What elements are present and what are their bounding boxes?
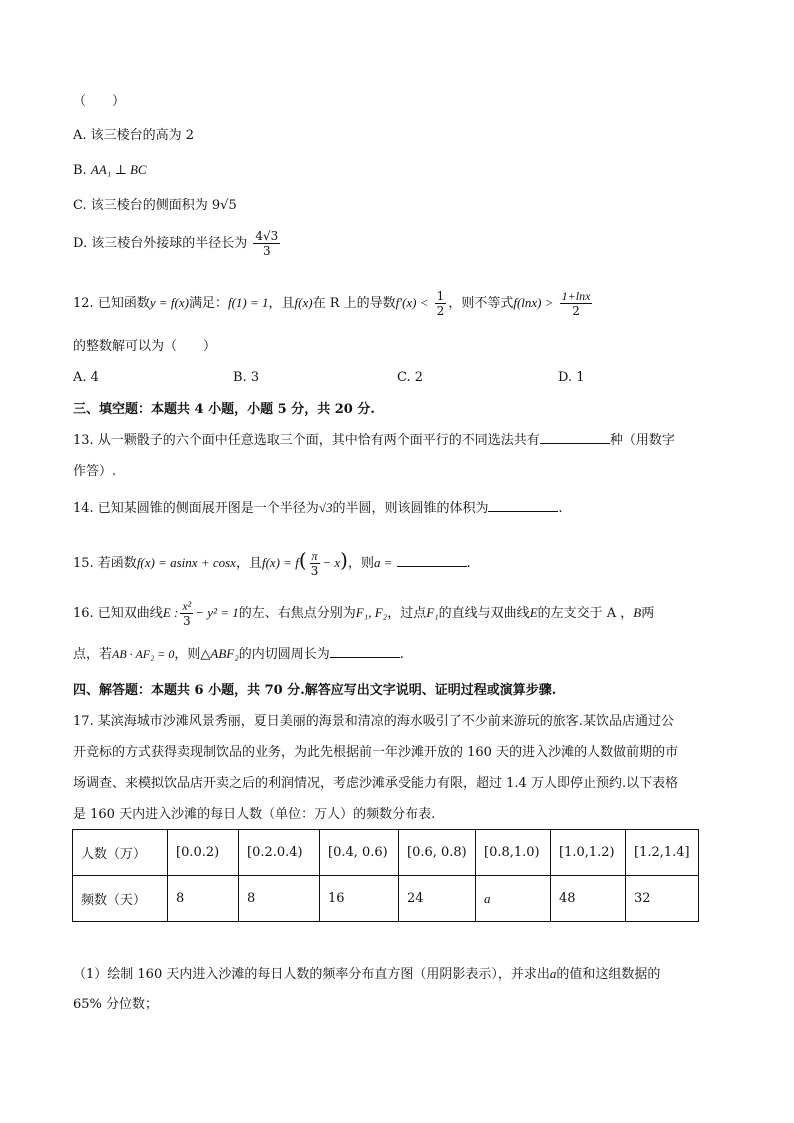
text: 15. 若函数 — [73, 556, 137, 571]
text: ，过点 — [387, 606, 427, 621]
text: ，则 — [174, 647, 201, 662]
text: 的值和这组数据的 — [556, 967, 661, 982]
math: f(x) — [294, 295, 313, 310]
math: f(1) = 1 — [227, 295, 269, 310]
q11-option-c — [73, 196, 237, 216]
table-cell: 8 — [239, 876, 320, 922]
math: AB · AF₂ = 0 — [112, 647, 175, 661]
table-cell: [0.0.2) — [168, 830, 239, 876]
fraction-numerator: 4√3 — [255, 229, 279, 243]
q13-line1 — [73, 431, 675, 451]
table-cell: [0.8,1.0) — [476, 830, 551, 876]
answer-blank — [488, 499, 558, 512]
math: − y² = 1 — [195, 605, 239, 620]
q11-paren: （ ） — [73, 94, 126, 109]
paren-open: ( — [298, 548, 307, 572]
text: ，且 — [235, 556, 262, 571]
table-row — [73, 876, 699, 922]
option-math: AA₁ ⊥ BC — [90, 162, 147, 177]
table-cell: [1.0,1.2) — [551, 830, 626, 876]
option-text: 该三棱台的高为 2 — [90, 128, 195, 143]
table-cell: [0.2.0.4) — [239, 830, 320, 876]
text: 的内切圆周长为 — [238, 647, 330, 662]
text: 14. 已知某圆锥的侧面展开图是一个半径为 — [73, 501, 319, 516]
text: 已知函数 — [97, 296, 150, 311]
q16-line2 — [73, 644, 404, 665]
table-row — [73, 830, 699, 876]
q12-stem — [73, 285, 594, 322]
math: B — [633, 605, 642, 620]
table-cell: [1.2,1.4] — [626, 830, 699, 876]
text: ，且 — [268, 296, 295, 311]
math: △ABF₂ — [200, 646, 239, 661]
text: 两 — [641, 606, 655, 621]
fraction — [560, 289, 593, 318]
math: f(x) = f — [261, 555, 299, 570]
table-cell: 16 — [320, 876, 399, 922]
table-cell: 8 — [168, 876, 239, 922]
paren-close: ) — [340, 548, 348, 572]
fraction — [435, 289, 447, 318]
fraction — [253, 229, 280, 258]
table-cell: a — [476, 876, 551, 922]
section-4-heading: 四、解答题：本题共 6 小题，共 70 分.解答应写出文字说明、证明过程或演算步骤. — [73, 683, 557, 698]
answer-blank — [540, 431, 610, 444]
math: a = — [373, 555, 393, 570]
text: 在 R 上的导数 — [312, 296, 396, 311]
fraction-denominator: 2 — [572, 304, 580, 318]
q12-stem-line2: 的整数解可以为（ ） — [73, 339, 217, 354]
text: . — [399, 647, 404, 662]
fraction — [309, 549, 321, 578]
math: f′(x) < — [395, 295, 429, 310]
math: a — [549, 966, 557, 981]
math: F₁ — [426, 605, 439, 620]
text: 满足： — [188, 296, 228, 311]
text: 的左支交于 A ， — [537, 606, 634, 621]
table-cell: 32 — [626, 876, 699, 922]
text: . — [466, 556, 471, 571]
q17-sub1-line2: 65% 分位数； — [73, 997, 159, 1012]
section-3-heading: 三、填空题：本题共 4 小题，小题 5 分，共 20 分. — [73, 402, 375, 417]
text: 的直线与双曲线 — [438, 606, 530, 621]
text: 16. 已知双曲线 — [73, 606, 163, 621]
text: ，则 — [347, 556, 374, 571]
math: F₁, F₂ — [355, 605, 388, 620]
question-number: 12. — [73, 296, 94, 311]
option-label: C. — [73, 198, 87, 213]
math: E — [529, 605, 538, 620]
q11-option-b — [73, 160, 147, 181]
q12-option-a: A. 4 — [73, 370, 99, 385]
text: ，则不等式 — [448, 296, 514, 311]
q17-line2: 开竞标的方式获得卖现制饮品的业务，为此先根据前一年沙滩开放的 160 天的进入沙滩的人数做前期的市 — [73, 745, 679, 760]
fraction-numerator: π — [311, 549, 318, 563]
text: 点，若 — [73, 647, 113, 662]
option-text: 该三棱台外接球的半径长为 — [91, 236, 248, 251]
text: （1）绘制 160 天内进入沙滩的每日人数的频率分布直方图（用阴影表示），并求出 — [73, 967, 550, 982]
math: √3 — [318, 500, 333, 515]
fraction-numerator: x² — [182, 599, 192, 613]
fraction-numerator: 1+lnx — [561, 289, 591, 303]
table-cell: [0.4, 0.6) — [320, 830, 399, 876]
q13-line2: 作答）. — [73, 464, 117, 479]
option-label: A. — [73, 128, 87, 143]
math: f(x) = asinx + cosx — [136, 555, 236, 570]
option-label: D. — [73, 236, 88, 251]
option-label: B. — [73, 163, 87, 178]
fraction-denominator: 3 — [310, 564, 319, 578]
q17-line3: 场调查、来模拟饮品店开卖之后的利润情况，考虑沙滩承受能力有限，超过 1.4 万人即停止预约.以下表格 — [73, 776, 679, 791]
text: 的半圆，则该圆锥的体积为 — [332, 501, 489, 516]
q11-option-a — [73, 126, 194, 146]
text: . — [558, 501, 563, 516]
fraction-numerator: 1 — [436, 289, 445, 303]
q12-option-c: C. 2 — [397, 370, 424, 385]
q17-line4: 是 160 天内进入沙滩的每日人数（单位：万人）的频数分布表. — [73, 807, 436, 822]
q14-stem — [73, 498, 563, 519]
text: 种（用数字 — [609, 433, 675, 448]
math: − x — [322, 555, 341, 570]
answer-blank — [330, 645, 400, 658]
option-text: 该三棱台的侧面积为 9√5 — [90, 198, 237, 213]
q12-option-d: D. 1 — [558, 370, 585, 385]
text: 的左、右焦点分别为 — [238, 606, 356, 621]
q17-sub1-line1 — [73, 964, 660, 985]
table-cell: [0.6, 0.8) — [399, 830, 476, 876]
q15-stem — [73, 541, 471, 583]
q16-line1 — [73, 593, 654, 634]
q12-option-b: B. 3 — [233, 370, 260, 385]
math: y = f(x) — [149, 295, 189, 310]
text: 13. 从一颗骰子的六个面中任意选取三个面，其中恰有两个面平行的不同选法共有 — [73, 433, 540, 448]
fraction-denominator: 3 — [263, 244, 271, 258]
answer-blank — [397, 554, 467, 567]
q17-line1: 17. 某滨海城市沙滩风景秀丽，夏日美丽的海景和清凉的海水吸引了不少前来游玩的旅客.某饮品店通过公 — [73, 714, 674, 729]
table-cell: 24 — [399, 876, 476, 922]
table-header-cell: 人数（万） — [73, 830, 168, 876]
fraction-denominator: 3 — [182, 614, 191, 628]
frequency-table — [72, 829, 699, 922]
fraction — [180, 599, 193, 628]
math: f(lnx) > — [513, 295, 554, 310]
math: E : — [162, 605, 179, 620]
q11-option-d — [73, 226, 282, 262]
table-cell: 48 — [551, 876, 626, 922]
table-header-cell: 频数（天） — [73, 876, 168, 922]
fraction-denominator: 2 — [436, 304, 445, 318]
